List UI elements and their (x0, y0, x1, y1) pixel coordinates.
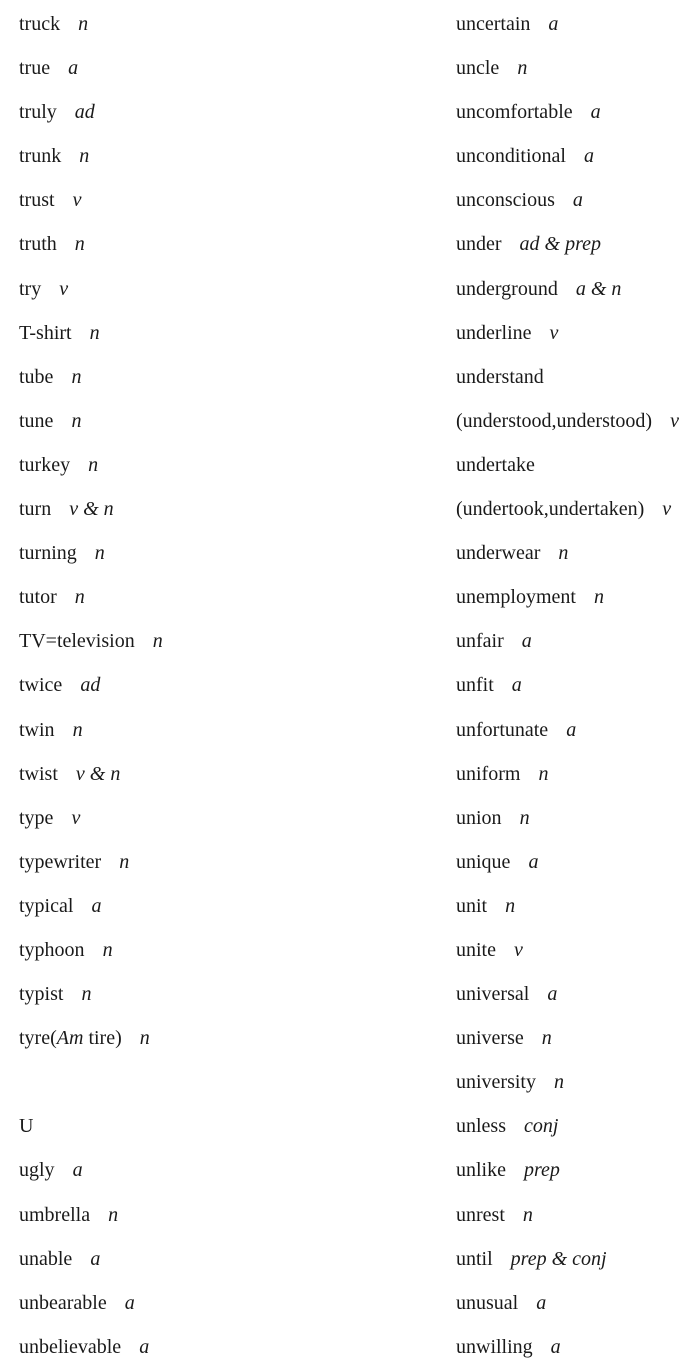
part-of-speech: a (590, 101, 601, 124)
word-entry-line (456, 1072, 564, 1092)
word-entry-line (19, 1160, 83, 1180)
word-entry-line (19, 1116, 33, 1136)
word-entry (456, 661, 695, 705)
part-of-speech: n (79, 145, 90, 168)
word-entry-line (19, 455, 98, 475)
word-entry (456, 485, 695, 529)
part-of-speech: n (119, 850, 130, 873)
word-entry (19, 529, 429, 573)
word-entry (19, 794, 429, 838)
part-of-speech: n (94, 542, 105, 565)
part-of-speech: n (554, 1071, 564, 1094)
headword: unfortunate (456, 718, 549, 741)
part-of-speech: ad & prep (519, 233, 602, 256)
word-entry-line (456, 1205, 533, 1225)
word-entry-line (19, 852, 129, 872)
word-entry (19, 0, 429, 44)
part-of-speech: n (538, 762, 549, 785)
left-word-column (19, 0, 429, 1367)
word-entry (456, 0, 695, 44)
headword: unconscious (456, 189, 555, 212)
word-entry (456, 529, 695, 573)
headword: unless (456, 1115, 506, 1138)
headword: truly (19, 101, 57, 124)
part-of-speech: n (74, 586, 85, 609)
part-of-speech: a (550, 1335, 561, 1358)
headword: union (456, 806, 502, 829)
part-of-speech: n (541, 1027, 552, 1050)
headword: truck (19, 13, 61, 35)
part-of-speech: v & n (75, 762, 121, 785)
word-entry-line (19, 808, 80, 828)
word-entry-line (19, 1249, 100, 1269)
headword: try (19, 277, 42, 300)
word-entry-line (456, 720, 576, 740)
word-entry-line (19, 14, 88, 34)
part-of-speech: v (670, 409, 679, 432)
headword: TV=television (19, 630, 135, 653)
headword: unwilling (456, 1335, 533, 1358)
part-of-speech: n (517, 57, 528, 80)
headword: until (456, 1247, 493, 1270)
headword: unfit (456, 674, 494, 697)
part-of-speech: ad (80, 674, 101, 697)
part-of-speech: a (139, 1335, 150, 1358)
headword: underline (456, 321, 532, 344)
word-entry (19, 1191, 429, 1235)
part-of-speech: conj (524, 1115, 559, 1138)
word-entry-line (19, 146, 89, 166)
word-entry (456, 1323, 695, 1367)
headword: typewriter (19, 850, 102, 873)
headword: unemployment (456, 586, 576, 609)
headword: under (456, 233, 502, 256)
word-entry-line (19, 587, 85, 607)
headword: uniform (456, 762, 521, 785)
headword: unbelievable (19, 1335, 122, 1358)
headword: ugly (19, 1159, 55, 1182)
headword: true (19, 57, 51, 80)
word-entry-line (19, 984, 91, 1004)
part-of-speech: v (549, 321, 559, 344)
part-of-speech: n (558, 542, 569, 565)
headword: trunk (19, 145, 62, 168)
headword: unfair (456, 630, 504, 653)
word-entry (456, 794, 695, 838)
part-of-speech: n (78, 13, 89, 35)
word-entry (456, 1102, 695, 1146)
word-entry (456, 265, 695, 309)
word-entry (456, 838, 695, 882)
word-entry (456, 882, 695, 926)
word-entry (19, 1323, 429, 1367)
word-entry-line (456, 455, 535, 475)
word-entry (19, 882, 429, 926)
part-of-speech: a (521, 630, 532, 653)
word-entry-line (19, 1205, 118, 1225)
headword: unbearable (19, 1291, 107, 1314)
part-of-speech: n (71, 409, 82, 432)
word-entry-line (456, 808, 530, 828)
part-of-speech: v (72, 189, 82, 212)
part-of-speech: n (593, 586, 604, 609)
word-entry-line (456, 896, 515, 916)
headword: tutor (19, 586, 57, 609)
word-entry (456, 397, 695, 441)
word-entry (19, 353, 429, 397)
part-of-speech: v (59, 277, 69, 300)
headword: umbrella (19, 1203, 91, 1226)
part-of-speech: a (72, 1159, 83, 1182)
word-entry (456, 1058, 695, 1102)
headword: underwear (456, 542, 541, 565)
word-entry (456, 176, 695, 220)
right-word-column (456, 0, 695, 1367)
headword: understand (456, 365, 544, 388)
part-of-speech: n (522, 1203, 533, 1226)
headword: typist (19, 983, 64, 1006)
word-entry (456, 617, 695, 661)
word-entry (456, 441, 695, 485)
headword: unable (19, 1247, 73, 1270)
word-entry-line (456, 411, 679, 431)
word-entry-line (456, 146, 594, 166)
word-entry-line (456, 852, 538, 872)
word-entry-line (456, 1116, 558, 1136)
word-entry (19, 485, 429, 529)
word-entry (19, 44, 429, 88)
headword: U (19, 1115, 34, 1138)
word-entry-line (19, 1293, 135, 1313)
word-entry-line (19, 675, 100, 695)
word-entry (456, 1279, 695, 1323)
word-entry (456, 309, 695, 353)
word-entry-line (456, 1160, 560, 1180)
part-of-speech: n (505, 894, 516, 917)
headword: twist (19, 762, 58, 785)
word-entry (19, 1146, 429, 1190)
headword: unconditional (456, 145, 566, 168)
word-entry-line (456, 14, 558, 34)
word-entry (19, 1235, 429, 1279)
word-entry (19, 176, 429, 220)
word-entry (456, 1146, 695, 1190)
headword: universe (456, 1027, 524, 1050)
headword: turning (19, 542, 77, 565)
part-of-speech: ad (74, 101, 95, 124)
word-entry (19, 88, 429, 132)
word-entry-line (19, 279, 68, 299)
part-of-speech: v (71, 806, 81, 829)
word-entry (456, 88, 695, 132)
word-entry-line (456, 367, 544, 387)
word-entry-line (19, 367, 81, 387)
word-entry-line (19, 411, 81, 431)
word-entry-line (19, 543, 105, 563)
word-entry-line (456, 1293, 546, 1313)
word-entry-line (456, 1249, 607, 1269)
headword: (undertook,undertaken) (456, 498, 645, 521)
word-entry (19, 441, 429, 485)
part-of-speech: a (511, 674, 522, 697)
headword: universal (456, 983, 530, 1006)
part-of-speech: a (566, 718, 577, 741)
word-entry-line (456, 234, 601, 254)
word-entry (19, 132, 429, 176)
word-entry-line (456, 58, 527, 78)
word-entry-line (19, 631, 163, 651)
part-of-speech: a (91, 894, 102, 917)
part-of-speech: n (519, 806, 530, 829)
word-entry-line (456, 675, 522, 695)
part-of-speech: a (548, 13, 559, 35)
headword: tyre( (19, 1027, 57, 1050)
headword: university (456, 1071, 536, 1094)
word-entry-line (456, 764, 548, 784)
part-of-speech: n (152, 630, 163, 653)
word-entry (456, 706, 695, 750)
word-entry (19, 926, 429, 970)
word-entry-line (19, 720, 83, 740)
headword: uncomfortable (456, 101, 573, 124)
part-of-speech: a (528, 850, 539, 873)
word-entry-line (456, 190, 583, 210)
word-entry (19, 838, 429, 882)
usage-note: Am (56, 1027, 84, 1050)
word-entry-line (19, 1337, 149, 1357)
word-entry (19, 1014, 429, 1058)
headword: twin (19, 718, 55, 741)
headword: unite (456, 938, 496, 961)
headword: tune (19, 409, 54, 432)
headword: tube (19, 365, 54, 388)
word-entry-line (19, 190, 81, 210)
part-of-speech: n (88, 453, 99, 476)
headword: (understood,understood) (456, 409, 653, 432)
headword: turkey (19, 453, 71, 476)
word-entry (456, 1235, 695, 1279)
word-entry (19, 397, 429, 441)
word-entry (19, 706, 429, 750)
headword: typical (19, 894, 74, 917)
word-entry (19, 750, 429, 794)
headword: unrest (456, 1203, 505, 1226)
headword: T-shirt (19, 321, 72, 344)
part-of-speech: v (662, 498, 672, 521)
headword-continuation: tire) (83, 1027, 122, 1050)
headword: underground (456, 277, 558, 300)
word-entry (19, 1279, 429, 1323)
part-of-speech: prep & conj (510, 1247, 607, 1270)
word-entry-line (456, 543, 568, 563)
headword: twice (19, 674, 63, 697)
headword: truth (19, 233, 57, 256)
word-entry (19, 573, 429, 617)
part-of-speech: n (71, 365, 82, 388)
word-entry (19, 970, 429, 1014)
word-entry-line (456, 279, 621, 299)
word-entry (456, 926, 695, 970)
word-entry-line (456, 587, 604, 607)
part-of-speech: n (102, 938, 113, 961)
part-of-speech: n (89, 321, 100, 344)
word-entry-line (456, 631, 532, 651)
word-entry-line (19, 499, 114, 519)
word-entry-line (19, 896, 101, 916)
part-of-speech: a (90, 1247, 101, 1270)
word-entry (456, 1014, 695, 1058)
word-entry (19, 1102, 429, 1146)
part-of-speech: n (72, 718, 83, 741)
word-entry (456, 970, 695, 1014)
word-entry-line (19, 102, 95, 122)
word-entry-line (19, 234, 85, 254)
word-entry (19, 220, 429, 264)
part-of-speech: a (124, 1291, 135, 1314)
headword: uncertain (456, 13, 531, 35)
part-of-speech: n (108, 1203, 119, 1226)
word-entry-line (19, 764, 120, 784)
word-entry-line (456, 940, 523, 960)
headword: uncle (456, 57, 500, 80)
word-entry (456, 44, 695, 88)
part-of-speech: n (81, 983, 92, 1006)
part-of-speech: v & n (69, 498, 114, 521)
headword: turn (19, 498, 52, 521)
word-entry-line (19, 58, 78, 78)
part-of-speech: a (547, 983, 558, 1006)
word-entry (19, 1058, 429, 1102)
word-entry (19, 265, 429, 309)
word-entry (456, 353, 695, 397)
word-entry-line (19, 940, 113, 960)
word-entry (456, 573, 695, 617)
word-entry-line (456, 1028, 552, 1048)
headword: type (19, 806, 54, 829)
part-of-speech: a (68, 57, 79, 80)
word-entry-line (19, 323, 100, 343)
headword: unit (456, 894, 488, 917)
word-entry-line (456, 1337, 561, 1357)
part-of-speech: n (139, 1027, 150, 1050)
word-entry-line (19, 1028, 150, 1048)
headword: undertake (456, 453, 535, 476)
word-entry-line (456, 499, 671, 519)
headword: unique (456, 850, 511, 873)
headword: unlike (456, 1159, 506, 1182)
part-of-speech: n (74, 233, 85, 256)
headword: trust (19, 189, 55, 212)
word-entry-line (456, 323, 558, 343)
word-entry-line (456, 984, 557, 1004)
word-entry (456, 1191, 695, 1235)
part-of-speech: a (572, 189, 583, 212)
part-of-speech: a & n (575, 277, 622, 300)
word-entry-line (456, 102, 601, 122)
headword: typhoon (19, 938, 85, 961)
word-entry (456, 132, 695, 176)
word-entry (19, 309, 429, 353)
word-entry (19, 617, 429, 661)
part-of-speech: prep (524, 1159, 560, 1182)
word-entry (456, 220, 695, 264)
headword: unusual (456, 1291, 519, 1314)
part-of-speech: a (583, 145, 594, 168)
part-of-speech: v (514, 938, 523, 961)
word-entry (19, 661, 429, 705)
part-of-speech: a (536, 1291, 547, 1314)
word-entry (456, 750, 695, 794)
